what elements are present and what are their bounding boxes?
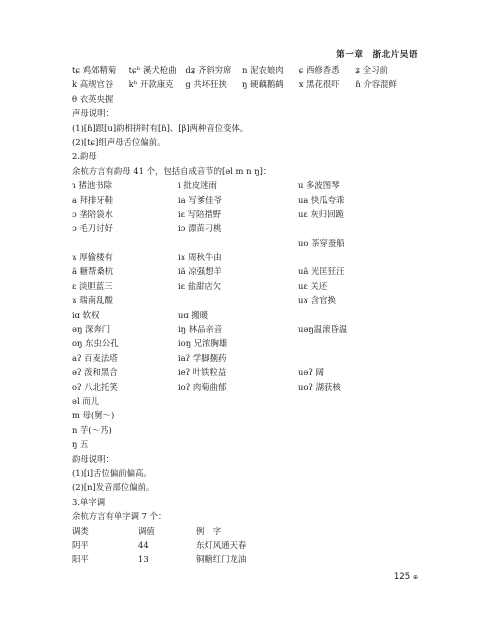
finals-row: [72, 365, 412, 379]
finals-cell: a 拜排牙鞋: [72, 194, 114, 205]
finals-cell: uəŋ温滚昏温: [298, 324, 348, 335]
finals-cell: iɛ 写陪措野: [178, 208, 222, 219]
consonant-cell: k 高规官谷: [72, 79, 114, 90]
finals-cell: iaʔ 学脚捌药: [178, 352, 227, 363]
finals-cell: iɛ 盐甜店欠: [178, 280, 222, 291]
consonant-cell: n 泥农娘肉: [242, 65, 284, 75]
finals-cell: iɤ 周秋牛由: [178, 252, 222, 263]
finals-cell: i 批皮迷雨: [178, 180, 217, 191]
finals-row: [72, 264, 412, 278]
finals-row: [72, 236, 412, 250]
syllabic-final: n 芋(～艿): [72, 424, 112, 435]
finals-intro: 余杭方言有韵母 41 个，包括自成音节的[əl m n ŋ]：: [72, 165, 272, 176]
consonant-cell: ɦ 介容混鲜: [355, 79, 397, 90]
finals-cell: uã 光匡狂汪: [298, 266, 345, 277]
syllabic-final: əl 而儿: [72, 395, 100, 406]
finals-cell: əŋ 深奔门: [72, 324, 111, 335]
initials-note: (2)[tɕ]组声母舌位偏前。: [72, 136, 166, 147]
syllabic-final: ŋ 五: [72, 439, 89, 450]
finals-cell: ɛ 淡胆蓝三: [72, 280, 113, 291]
finals-cell: iɔ 漂苗刁桃: [178, 223, 222, 234]
finals-row: [72, 250, 412, 264]
tones-intro: 余杭方言有单字调 7 个：: [72, 511, 167, 522]
consonant-cell: ʑ 全习前: [355, 65, 388, 75]
finals-cell: ɤ 厚偷楼有: [72, 252, 113, 263]
finals-row: [72, 380, 412, 394]
tone-category: 阴平: [72, 539, 89, 550]
finals-cell: uɛ 灰归回跪: [298, 208, 344, 219]
tone-value: 44: [138, 539, 149, 550]
initials-note: (1)[ɦ]跟[u]韵相拼时有[ɦ]、[β]两种音位变体。: [72, 122, 249, 133]
finals-row: [72, 308, 412, 322]
tone-category: 阳平: [72, 554, 89, 565]
consonant-row: [72, 77, 412, 91]
finals-cell: ieʔ 叶铁粒益: [178, 367, 227, 378]
finals-cell: ua 快瓜夸乖: [298, 194, 345, 205]
tone-value: 13: [138, 554, 149, 565]
finals-row: [72, 293, 412, 307]
finals-cell: iã 凉强想羊: [178, 266, 222, 277]
finals-row: [72, 207, 412, 221]
finals-cell: uɤ 含官换: [298, 295, 336, 306]
consonant-cell: x 黑花很吓: [298, 79, 340, 90]
finals-cell: ɿ 猪池书除: [72, 180, 112, 191]
page-number: 125: [393, 572, 411, 582]
finals-cell: ɔ 毛刀讨好: [72, 223, 113, 234]
tones-row: [72, 552, 412, 566]
finals-cell: ã 糖帮桑杭: [72, 266, 114, 277]
consonant-cell: g 共坏狂挟: [185, 79, 227, 90]
consonant-cell: tɕ 鸡郊精菊: [72, 65, 117, 75]
finals-cell: ioʔ 肉菊曲郁: [178, 381, 227, 392]
finals-cell: uəʔ 阔: [298, 367, 324, 378]
page-content: [72, 63, 412, 567]
page-footer: [394, 572, 418, 582]
finals-cell: oŋ 东虫公孔: [72, 338, 119, 349]
finals-cell: uɑ 搬暖: [178, 309, 209, 320]
finals-row: [72, 336, 412, 350]
consonant-cell: kʰ 开款康克: [128, 79, 174, 90]
chapter-header: 第一章 浙北片吴语: [336, 50, 418, 60]
consonant-row-last: θ 衣英央握: [72, 93, 114, 104]
tone-examples: 铜糖红门龙油: [196, 554, 247, 565]
tones-header-cell: 调类: [72, 525, 89, 536]
finals-row: [72, 193, 412, 207]
consonant-cell: dʑ 齐斜穷席: [185, 65, 232, 75]
tone-examples: 东灯风通天春: [196, 539, 247, 550]
consonant-cell: ŋ 硬藕鹅鹤: [242, 79, 284, 90]
finals-cell: uɛ 关还: [298, 280, 328, 291]
consonant-cell: ɕ 西修香悉: [298, 65, 340, 75]
tones-header-row: [72, 524, 412, 538]
tones-heading: 3.单字调: [72, 496, 106, 507]
finals-row: [72, 351, 412, 365]
finals-note-title: 韵母说明：: [72, 453, 114, 464]
finals-note: (1)[i]舌位偏前偏高。: [72, 467, 152, 478]
tones-header-cell: 调值: [138, 525, 155, 536]
syllabic-final: m 母(舅～): [72, 410, 115, 421]
tones-row: [72, 538, 412, 552]
finals-cell: aʔ 百麦法塔: [72, 352, 118, 363]
finals-table: [72, 178, 412, 394]
consonant-cell: tɕʰ 溪犬枪曲: [128, 65, 177, 75]
finals-cell: ɔ 垄陪袋水: [72, 208, 113, 219]
finals-cell: ɤ 瑞南乱酸: [72, 295, 113, 306]
finals-cell: u 多波图琴: [298, 180, 340, 191]
page-mark: ⊕: [412, 574, 418, 581]
finals-cell: uoʔ 湖获核: [298, 381, 341, 392]
finals-cell: iɑ 软权: [72, 309, 100, 320]
finals-cell: ioŋ 兄浓胸雄: [178, 338, 228, 349]
finals-cell: oʔ 八北托笑: [72, 381, 118, 392]
finals-cell: əʔ 泼和黑合: [72, 367, 118, 378]
finals-row: [72, 178, 412, 192]
finals-row: [72, 221, 412, 235]
tones-header-cell: 例 字: [196, 525, 222, 536]
finals-cell: iŋ 林品亲音: [178, 324, 223, 335]
finals-heading: 2.韵母: [72, 151, 97, 162]
finals-note: (2)[n]发音部位偏前。: [72, 482, 155, 493]
finals-row: [72, 322, 412, 336]
consonant-row: [72, 63, 412, 77]
finals-cell: uo 茶穿蚕船: [298, 237, 345, 248]
initials-note-title: 声母说明：: [72, 108, 114, 119]
finals-cell: ia 写爹佳爷: [178, 194, 222, 205]
finals-row: [72, 279, 412, 293]
